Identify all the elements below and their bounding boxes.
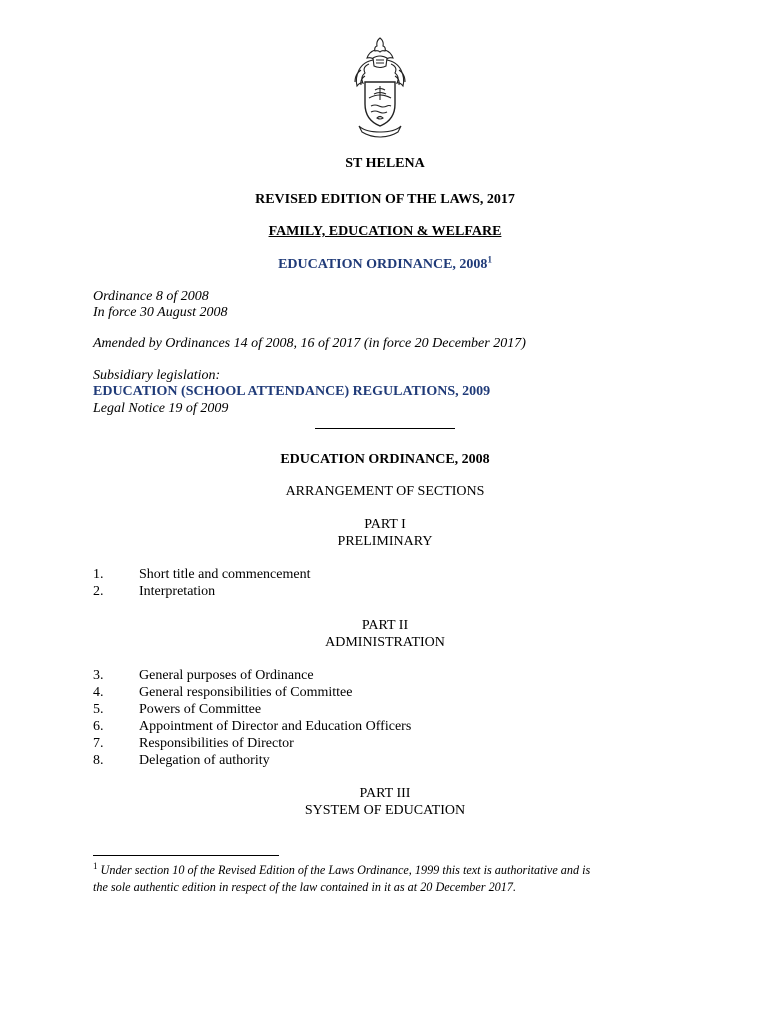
section-title: Delegation of authority — [139, 753, 270, 768]
legal-notice: Legal Notice 19 of 2009 — [93, 401, 229, 416]
ordinance-title-link[interactable] — [0, 256, 770, 273]
category-heading: FAMILY, EDUCATION & WELFARE — [268, 224, 502, 239]
section-item[interactable] — [93, 566, 310, 583]
amendment-note: Amended by Ordinances 14 of 2008, 16 of 2017 (in force 20 December 2017) — [93, 336, 526, 351]
section-item[interactable] — [93, 752, 411, 769]
footnote — [93, 862, 693, 896]
section-item[interactable] — [93, 735, 411, 752]
section-item[interactable] — [93, 583, 310, 600]
section-list — [93, 667, 411, 769]
section-number: 2. — [93, 584, 104, 599]
part-number: PART II — [361, 618, 409, 633]
ordinance-title-text: EDUCATION ORDINANCE, 2008 — [278, 257, 488, 272]
section-number: 5. — [93, 702, 104, 717]
section-title: Interpretation — [139, 584, 216, 599]
section-item[interactable] — [93, 684, 411, 701]
subsidiary-label: Subsidiary legislation: — [93, 368, 221, 383]
section-item[interactable] — [93, 701, 411, 718]
footnote-divider — [93, 855, 279, 856]
coat-of-arms-icon — [349, 36, 411, 138]
footnote-ref[interactable]: 1 — [487, 254, 492, 265]
part-number: PART I — [364, 517, 406, 532]
part-name: ADMINISTRATION — [325, 635, 445, 650]
section-number: 4. — [93, 685, 104, 700]
edition-heading: REVISED EDITION OF THE LAWS, 2017 — [255, 192, 515, 207]
body-title: EDUCATION ORDINANCE, 2008 — [280, 452, 490, 467]
part-name: PRELIMINARY — [337, 534, 433, 549]
footnote-line: Under section 10 of the Revised Edition of the Laws Ordinance, 1999 this text is authoritative and is — [100, 863, 591, 877]
part-number: PART III — [359, 786, 411, 801]
section-title: General purposes of Ordinance — [139, 668, 314, 683]
section-number: 3. — [93, 668, 104, 683]
in-force-date: In force 30 August 2008 — [93, 305, 228, 320]
section-title: Powers of Committee — [139, 702, 262, 717]
ordinance-number: Ordinance 8 of 2008 — [93, 289, 209, 304]
section-divider — [315, 428, 455, 429]
section-list — [93, 566, 310, 600]
part-name: SYSTEM OF EDUCATION — [304, 803, 466, 818]
section-item[interactable] — [93, 718, 411, 735]
territory-heading: ST HELENA — [345, 156, 425, 171]
section-title: Short title and commencement — [139, 567, 311, 582]
footnote-line: the sole authentic edition in respect of the law contained in it as at 20 December 2017. — [93, 880, 516, 894]
section-title: General responsibilities of Committee — [139, 685, 353, 700]
section-number: 7. — [93, 736, 104, 751]
section-number: 8. — [93, 753, 104, 768]
subsidiary-link[interactable]: EDUCATION (SCHOOL ATTENDANCE) REGULATIONS, 2009 — [93, 384, 491, 399]
section-item[interactable] — [93, 667, 411, 684]
footnote-marker: 1 — [93, 860, 98, 871]
section-title: Responsibilities of Director — [139, 736, 294, 751]
section-number: 6. — [93, 719, 104, 734]
arrangement-heading: ARRANGEMENT OF SECTIONS — [285, 484, 485, 499]
section-title: Appointment of Director and Education Officers — [139, 719, 412, 734]
section-number: 1. — [93, 567, 104, 582]
